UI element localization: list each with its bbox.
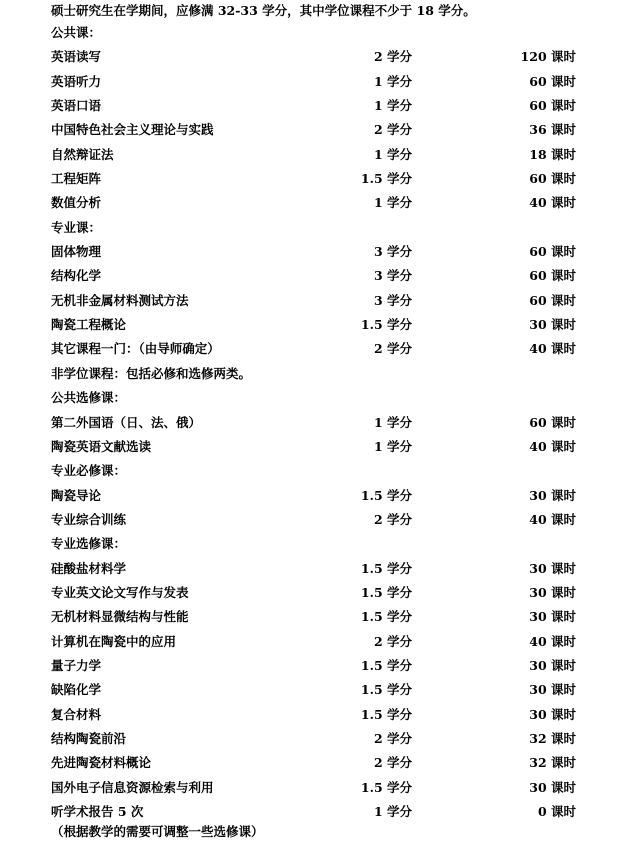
course-hours: 120 课时 xyxy=(520,49,576,65)
course-credits: 1.5 学分 xyxy=(360,779,412,795)
course-hours: 30 课时 xyxy=(529,657,576,673)
course-credits: 1.5 学分 xyxy=(360,317,412,333)
course-credits: 2 学分 xyxy=(373,341,412,357)
course-hours: 60 课时 xyxy=(529,171,576,187)
course-hours: 60 课时 xyxy=(529,98,576,114)
course-row xyxy=(0,289,627,313)
course-name: 结构陶瓷前沿 xyxy=(51,730,127,746)
course-credits: 2 学分 xyxy=(373,730,412,746)
course-name: 缺陷化学 xyxy=(51,682,102,698)
course-row xyxy=(0,751,627,775)
course-name: 自然辩证法 xyxy=(51,146,114,162)
course-credits: 1 学分 xyxy=(373,73,412,89)
course-hours: 30 课时 xyxy=(529,779,576,795)
course-name: 英语口语 xyxy=(51,98,102,114)
course-name: 陶瓷导论 xyxy=(51,487,102,503)
course-row xyxy=(0,581,627,605)
course-row xyxy=(0,191,627,215)
course-hours: 40 课时 xyxy=(529,633,576,649)
course-name: 陶瓷英语文献选读 xyxy=(51,438,152,454)
course-hours: 60 课时 xyxy=(529,414,576,430)
course-hours: 30 课时 xyxy=(529,706,576,722)
course-name: 无机非金属材料测试方法 xyxy=(51,292,189,308)
course-row xyxy=(0,167,627,191)
course-hours: 30 课时 xyxy=(529,317,576,333)
course-row xyxy=(0,118,627,142)
course-list xyxy=(0,21,627,824)
footnote: （根据教学的需要可调整一些选修课） xyxy=(51,824,264,839)
course-name: 工程矩阵 xyxy=(51,171,102,187)
course-credits: 1.5 学分 xyxy=(360,584,412,600)
course-row xyxy=(0,45,627,69)
course-hours: 30 课时 xyxy=(529,560,576,576)
course-credits: 2 学分 xyxy=(373,755,412,771)
course-row xyxy=(0,776,627,800)
course-hours: 32 课时 xyxy=(529,755,576,771)
section-heading xyxy=(0,459,627,483)
course-row xyxy=(0,143,627,167)
course-row xyxy=(0,557,627,581)
course-hours: 32 课时 xyxy=(529,730,576,746)
course-credits: 1.5 学分 xyxy=(360,609,412,625)
course-credits: 3 学分 xyxy=(373,244,412,260)
course-name: 固体物理 xyxy=(51,244,102,260)
course-row xyxy=(0,94,627,118)
course-hours: 30 课时 xyxy=(529,487,576,503)
course-credits: 1 学分 xyxy=(373,804,412,819)
course-row xyxy=(0,337,627,361)
course-credits: 2 学分 xyxy=(373,633,412,649)
course-name: 硅酸盐材料学 xyxy=(51,560,127,576)
course-credits: 1.5 学分 xyxy=(360,657,412,673)
course-credits: 1 学分 xyxy=(373,414,412,430)
course-name: 计算机在陶瓷中的应用 xyxy=(51,633,177,649)
course-row xyxy=(0,727,627,751)
course-name: 第二外国语（日、法、俄） xyxy=(51,414,202,430)
course-credits: 1.5 学分 xyxy=(360,560,412,576)
course-credits: 2 学分 xyxy=(373,122,412,138)
course-credits: 2 学分 xyxy=(373,511,412,527)
course-credits: 3 学分 xyxy=(373,292,412,308)
course-name: 国外电子信息资源检索与利用 xyxy=(51,779,214,795)
course-credits: 1.5 学分 xyxy=(360,171,412,187)
course-name: 数值分析 xyxy=(51,195,102,211)
section-heading xyxy=(0,386,627,410)
course-name: 中国特色社会主义理论与实践 xyxy=(51,122,214,138)
course-credits: 1.5 学分 xyxy=(360,682,412,698)
course-hours: 18 课时 xyxy=(529,146,576,162)
course-row xyxy=(0,800,627,824)
course-row xyxy=(0,654,627,678)
course-credits: 1 学分 xyxy=(373,146,412,162)
course-hours: 30 课时 xyxy=(529,682,576,698)
course-name: 量子力学 xyxy=(51,657,102,673)
course-row xyxy=(0,70,627,94)
course-hours: 36 课时 xyxy=(529,122,576,138)
course-row xyxy=(0,630,627,654)
section-heading xyxy=(0,362,627,386)
course-hours: 40 课时 xyxy=(529,438,576,454)
course-row xyxy=(0,313,627,337)
section-heading-label: 专业课： xyxy=(51,219,102,235)
course-name: 专业英文论文写作与发表 xyxy=(51,584,189,600)
course-hours: 30 课时 xyxy=(529,584,576,600)
course-hours: 60 课时 xyxy=(529,268,576,284)
course-row xyxy=(0,508,627,532)
course-name: 听学术报告 5 次 xyxy=(51,804,144,819)
course-row xyxy=(0,678,627,702)
course-credits: 1.5 学分 xyxy=(360,487,412,503)
section-heading xyxy=(0,21,627,45)
section-heading-label: 非学位课程：包括必修和选修两类。 xyxy=(51,365,252,381)
course-credits: 1.5 学分 xyxy=(360,706,412,722)
course-credits: 2 学分 xyxy=(373,49,412,65)
course-row xyxy=(0,703,627,727)
course-name: 英语听力 xyxy=(51,73,102,89)
section-heading-label: 专业选修课： xyxy=(51,536,127,552)
course-name: 无机材料显微结构与性能 xyxy=(51,609,189,625)
course-hours: 30 课时 xyxy=(529,609,576,625)
course-row xyxy=(0,605,627,629)
course-hours: 0 课时 xyxy=(537,804,576,819)
intro-text: 硕士研究生在学期间，应修满 32-33 学分，其中学位课程不少于 18 学分。 xyxy=(51,3,476,18)
course-credits: 1 学分 xyxy=(373,438,412,454)
course-credits: 1 学分 xyxy=(373,195,412,211)
section-heading-label: 专业必修课： xyxy=(51,463,127,479)
course-row xyxy=(0,484,627,508)
section-heading-label: 公共选修课： xyxy=(51,390,127,406)
course-credits: 3 学分 xyxy=(373,268,412,284)
course-hours: 60 课时 xyxy=(529,292,576,308)
section-heading xyxy=(0,216,627,240)
course-name: 专业综合训练 xyxy=(51,511,127,527)
course-hours: 60 课时 xyxy=(529,73,576,89)
course-name: 其它课程一门：（由导师确定） xyxy=(51,341,220,357)
course-row xyxy=(0,264,627,288)
course-name: 结构化学 xyxy=(51,268,102,284)
course-row xyxy=(0,435,627,459)
course-row xyxy=(0,240,627,264)
course-hours: 40 课时 xyxy=(529,195,576,211)
course-name: 复合材料 xyxy=(51,706,102,722)
course-name: 陶瓷工程概论 xyxy=(51,317,127,333)
course-row xyxy=(0,411,627,435)
course-hours: 40 课时 xyxy=(529,511,576,527)
course-hours: 40 课时 xyxy=(529,341,576,357)
course-hours: 60 课时 xyxy=(529,244,576,260)
section-heading-label: 公共课： xyxy=(51,25,102,40)
course-name: 英语读写 xyxy=(51,49,102,65)
course-credits: 1 学分 xyxy=(373,98,412,114)
section-heading xyxy=(0,532,627,556)
course-name: 先进陶瓷材料概论 xyxy=(51,755,152,771)
